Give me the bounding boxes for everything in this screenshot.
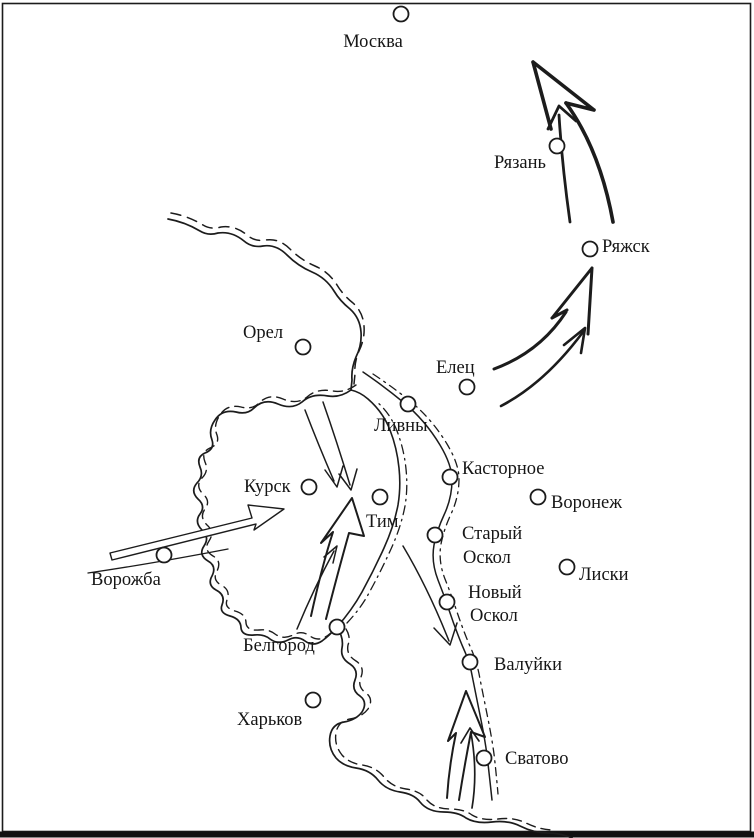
attack-arrow-north-pincer (305, 402, 357, 490)
city-label-kastornoye: Касторное (462, 459, 545, 479)
city-marker-liski (560, 560, 575, 575)
city-marker-livny (401, 397, 416, 412)
city-marker-valuyki (463, 655, 478, 670)
city-label-tim: Тим (366, 512, 399, 532)
city-marker-ryazan (550, 139, 565, 154)
city-label-valuyki: Валуйки (494, 655, 562, 675)
city-label-vorozhba: Ворожба (91, 570, 161, 590)
city-label-voronezh: Воронеж (551, 493, 622, 513)
city-label-livny: Ливны (374, 416, 428, 436)
city-marker-ryazhsk (583, 242, 598, 257)
city-marker-moskva (394, 7, 409, 22)
city-label-novy-oskol-1: Новый (468, 583, 522, 603)
city-marker-oryol (296, 340, 311, 355)
city-marker-voronezh (531, 490, 546, 505)
city-label-kharkov: Харьков (237, 710, 303, 730)
city-label-yelets: Елец (436, 358, 475, 378)
city-marker-vorozhba (157, 548, 172, 563)
attack-arrow-south-pincer (297, 498, 364, 629)
city-label-stary-oskol-1: Старый (462, 524, 523, 544)
city-label-moskva: Москва (343, 32, 403, 52)
city-label-oryol: Орел (243, 323, 284, 343)
city-label-stary-oskol-2: Оскол (463, 548, 511, 568)
city-label-belgorod: Белгород (243, 636, 315, 656)
city-label-svatovo: Сватово (505, 749, 569, 769)
attack-arrow-west (88, 505, 284, 573)
city-label-ryazhsk: Ряжск (602, 237, 650, 257)
city-marker-novy-oskol (440, 595, 455, 610)
city-label-novy-oskol-2: Оскол (470, 606, 518, 626)
city-marker-belgorod (330, 620, 345, 635)
city-marker-tim (373, 490, 388, 505)
city-label-kursk: Курск (244, 477, 291, 497)
city-marker-yelets (460, 380, 475, 395)
city-marker-svatovo (477, 751, 492, 766)
attack-arrow-ryazhsk-north (533, 62, 613, 222)
city-label-liski: Лиски (579, 565, 629, 585)
city-marker-kursk (302, 480, 317, 495)
front-line-north (168, 213, 364, 390)
city-label-ryazan: Рязань (494, 153, 546, 173)
city-marker-stary-oskol (428, 528, 443, 543)
city-marker-kharkov (306, 693, 321, 708)
attack-arrow-yelets-ryazhsk (494, 268, 592, 406)
city-marker-kastornoye (443, 470, 458, 485)
